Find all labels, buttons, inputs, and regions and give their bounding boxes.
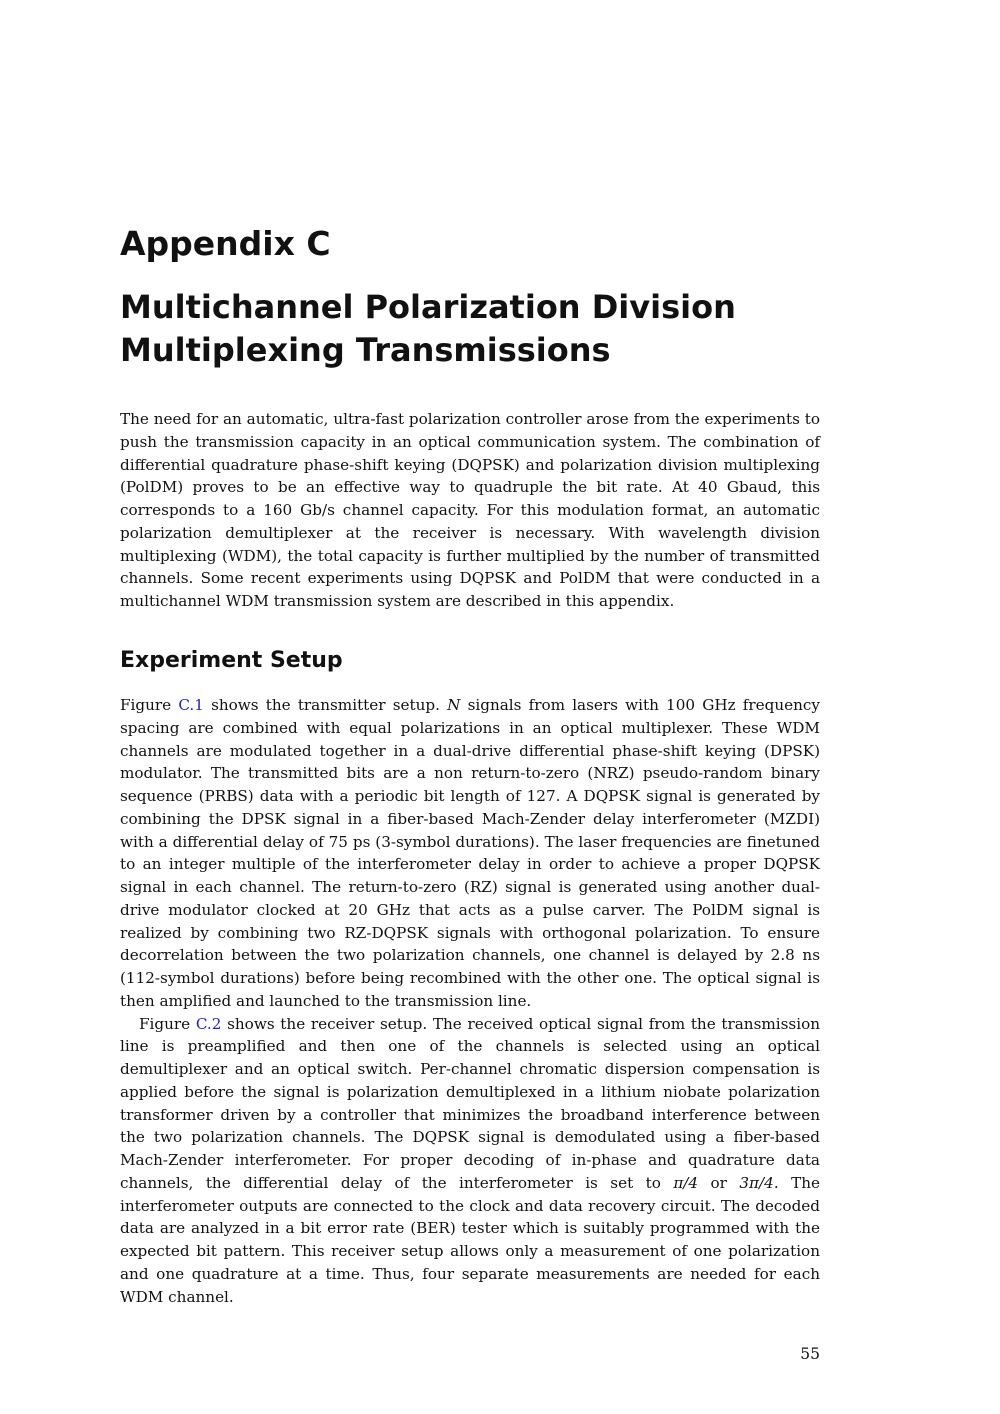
transmitter-paragraph (120, 694, 820, 1013)
experiment-setup-body (120, 694, 820, 1308)
para1-text-before-ref: Figure (120, 696, 179, 714)
appendix-label: Appendix C (120, 224, 331, 263)
intro-section (120, 408, 820, 613)
chapter-title-line-2: Multiplexing Transmissions (120, 331, 611, 369)
receiver-paragraph (120, 1013, 820, 1309)
para1-text-rest: signals from lasers with 100 GHz frequency spacing are combined with equal polarizations in an optical multiplexer. These WDM channels are modulated together in a dual-drive differential phase-shift keying (DPSK) modulator. The transmitted bits are a non return-to-zero (NRZ) pseudo-random binary sequence (PRBS) data with a periodic bit length of 127. A DQPSK signal is generated by combining the DPSK signal in a fiber-based Mach-Zender delay interferometer (MZDI) with a differential delay of 75 ps (3-symbol durations). The laser frequencies are finetuned to an integer multiple of the interferometer delay in order to achieve a proper DQPSK signal in each channel. The return-to-zero (RZ) signal is generated using another dual-drive modulator clocked at 20 GHz that acts as a pulse carver. The PolDM signal is realized by combining two RZ-DQPSK signals with orthogonal polarization. To ensure decorrelation between the two polarization channels, one channel is delayed by 2.8 ns (112-symbol durations) before being recombined with the other one. The optical signal is then amplified and launched to the transmission line. (120, 696, 820, 1010)
para2-text-a: shows the receiver setup. The received optical signal from the transmission line is preamplified and then one of the channels is selected using an optical demultiplexer and an optical switch. Per-channel chromatic dispersion compensation is applied before the signal is polarization demultiplexed in a lithium niobate polarization transformer driven by a controller that minimizes the broadband interference between the two polarization channels. The DQPSK signal is demodulated using a fiber-based Mach-Zender interferometer. For proper decoding of in-phase and quadrature data channels, the differential delay of the interferometer is set to (120, 1014, 820, 1192)
intro-paragraph: The need for an automatic, ultra-fast polarization controller arose from the experiments to push the transmission capacity in an optical communication system. The combination of differential quadrature phase-shift keying (DQPSK) and polarization division multiplexing (PolDM) proves to be an effective way to quadruple the bit rate. At 40 Gbaud, this corresponds to a 160 Gb/s channel capacity. For this modulation format, an automatic polarization demultiplexer at the receiver is necessary. With wavelength division multiplexing (WDM), the total capacity is further multiplied by the number of transmitted channels. Some recent experiments using DQPSK and PolDM that were conducted in a multichannel WDM transmission system are described in this appendix. (120, 410, 820, 610)
section-heading: Experiment Setup (120, 648, 343, 673)
para2-text-c: . The interferometer outputs are connected to the clock and data recovery circuit. The decoded data are analyzed in a bit error rate (BER) tester which is suitably programmed with the expected bit pattern. This receiver setup allows only a measurement of one polarization and one quadrature at a time. Thus, four separate measurements are needed for each WDM channel. (120, 1173, 820, 1306)
para1-text-after-ref: shows the transmitter setup. (203, 696, 448, 714)
para1-italic-n: N (447, 696, 461, 714)
para2-math-3pi-over-4: 3π/4 (739, 1173, 774, 1192)
para2-math-pi-over-4: π/4 (673, 1173, 699, 1192)
chapter-title-line-1: Multichannel Polarization Division (120, 288, 736, 326)
chapter-title (120, 286, 820, 372)
figure-ref-c1-link[interactable]: C.1 (178, 696, 204, 714)
para2-text-before-ref: Figure (139, 1014, 196, 1033)
figure-ref-c2-link[interactable]: C.2 (195, 1014, 222, 1033)
page-number: 55 (800, 1345, 820, 1363)
para2-text-b: or (698, 1173, 740, 1192)
